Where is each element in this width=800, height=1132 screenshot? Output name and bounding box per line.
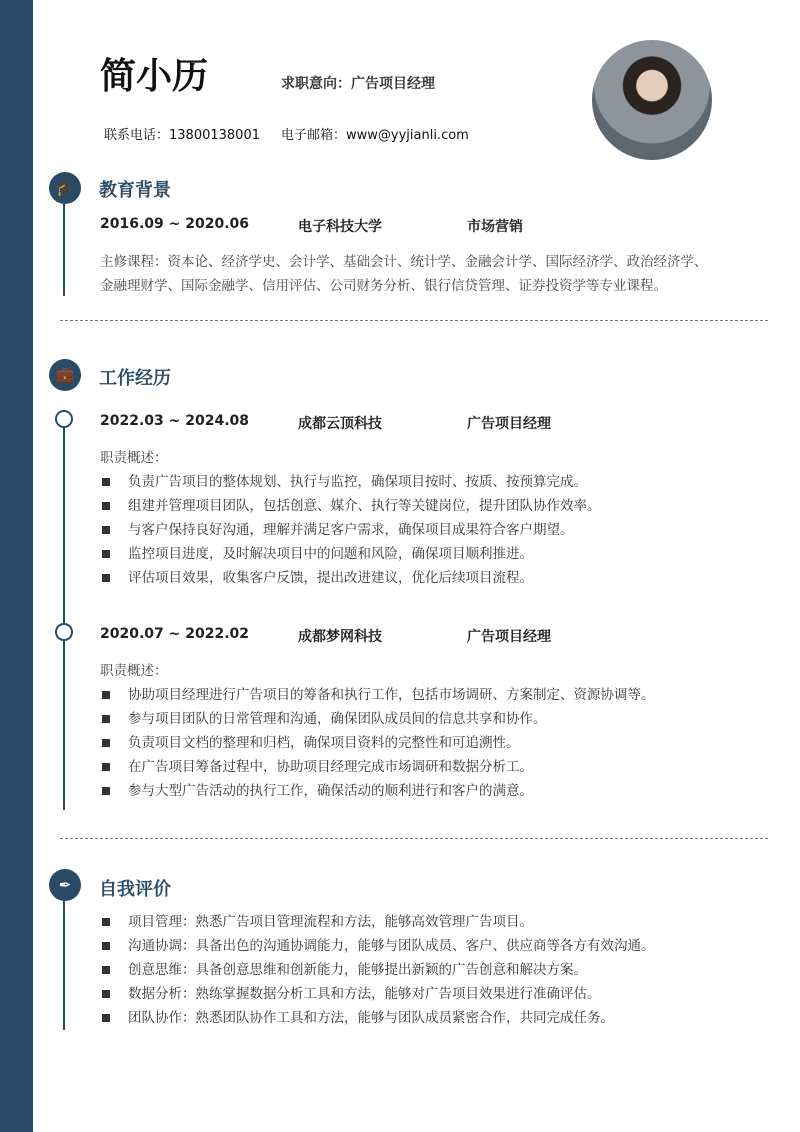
list-item: 在广告项目筹备过程中，协助项目经理完成市场调研和数据分析工。 bbox=[100, 755, 655, 779]
pen-icon: ✒ bbox=[49, 869, 81, 901]
duty-label: 职责概述： bbox=[100, 450, 168, 466]
sidebar-bar bbox=[0, 0, 33, 1132]
list-item: 参与大型广告活动的执行工作，确保活动的顺利进行和客户的满意。 bbox=[100, 779, 655, 803]
section-title-education: 教育背景 bbox=[99, 180, 171, 201]
job-company: 成都梦网科技 bbox=[298, 629, 382, 645]
phone: 联系电话：13800138001 bbox=[104, 128, 260, 143]
divider bbox=[60, 320, 768, 321]
list-item: 数据分析：熟练掌握数据分析工具和方法，能够对广告项目效果进行准确评估。 bbox=[100, 982, 655, 1006]
timeline-dot bbox=[55, 410, 73, 428]
job-company: 成都云顶科技 bbox=[298, 416, 382, 432]
divider bbox=[60, 838, 768, 839]
edu-courses: 主修课程：资本论、经济学史、会计学、基础会计、统计学、金融会计学、国际经济学、政治经济学、 金融理财学、国际金融学、信用评估、公司财务分析、银行信贷管理、证券投资学等专业课程。 bbox=[100, 254, 708, 294]
list-item: 与客户保持良好沟通，理解并满足客户需求，确保项目成果符合客户期望。 bbox=[100, 518, 601, 542]
timeline-line bbox=[63, 900, 65, 1030]
list-item: 团队协作：熟悉团队协作工具和方法，能够与团队成员紧密合作，共同完成任务。 bbox=[100, 1006, 655, 1030]
job-period: 2022.03 ~ 2024.08 bbox=[100, 413, 250, 429]
list-item: 组建并管理项目团队，包括创意、媒介、执行等关键岗位，提升团队协作效率。 bbox=[100, 494, 601, 518]
email: 电子邮箱：www@yyjianli.com bbox=[281, 128, 469, 143]
list-item: 项目管理：熟悉广告项目管理流程和方法，能够高效管理广告项目。 bbox=[100, 910, 655, 934]
list-item: 参与项目团队的日常管理和沟通，确保团队成员间的信息共享和协作。 bbox=[100, 707, 655, 731]
candidate-name: 简小历 bbox=[100, 56, 209, 97]
duty-label: 职责概述： bbox=[100, 663, 168, 679]
timeline-line bbox=[63, 204, 65, 296]
job-intent: 求职意向：广告项目经理 bbox=[281, 76, 435, 92]
job-period: 2020.07 ~ 2022.02 bbox=[100, 626, 250, 642]
timeline-dot bbox=[55, 623, 73, 641]
timeline-line bbox=[63, 420, 65, 810]
briefcase-icon: 💼 bbox=[49, 359, 81, 391]
edu-school: 电子科技大学 bbox=[298, 219, 382, 235]
duty-list bbox=[100, 683, 655, 803]
self-list bbox=[100, 910, 655, 1030]
list-item: 沟通协调：具备出色的沟通协调能力，能够与团队成员、客户、供应商等各方有效沟通。 bbox=[100, 934, 655, 958]
list-item: 监控项目进度，及时解决项目中的问题和风险，确保项目顺利推进。 bbox=[100, 542, 601, 566]
job-role: 广告项目经理 bbox=[467, 416, 551, 432]
section-title-work: 工作经历 bbox=[99, 368, 171, 389]
list-item: 负责广告项目的整体规划、执行与监控，确保项目按时、按质、按预算完成。 bbox=[100, 470, 601, 494]
job-role: 广告项目经理 bbox=[467, 629, 551, 645]
section-title-self: 自我评价 bbox=[99, 879, 171, 900]
list-item: 评估项目效果，收集客户反馈，提出改进建议，优化后续项目流程。 bbox=[100, 566, 601, 590]
profile-photo bbox=[592, 40, 712, 160]
graduation-cap-icon: 🎓 bbox=[49, 172, 81, 204]
list-item: 协助项目经理进行广告项目的筹备和执行工作，包括市场调研、方案制定、资源协调等。 bbox=[100, 683, 655, 707]
list-item: 创意思维：具备创意思维和创新能力，能够提出新颖的广告创意和解决方案。 bbox=[100, 958, 655, 982]
list-item: 负责项目文档的整理和归档，确保项目资料的完整性和可追溯性。 bbox=[100, 731, 655, 755]
duty-list bbox=[100, 470, 601, 590]
edu-major: 市场营销 bbox=[467, 219, 523, 235]
edu-period: 2016.09 ~ 2020.06 bbox=[100, 216, 250, 232]
